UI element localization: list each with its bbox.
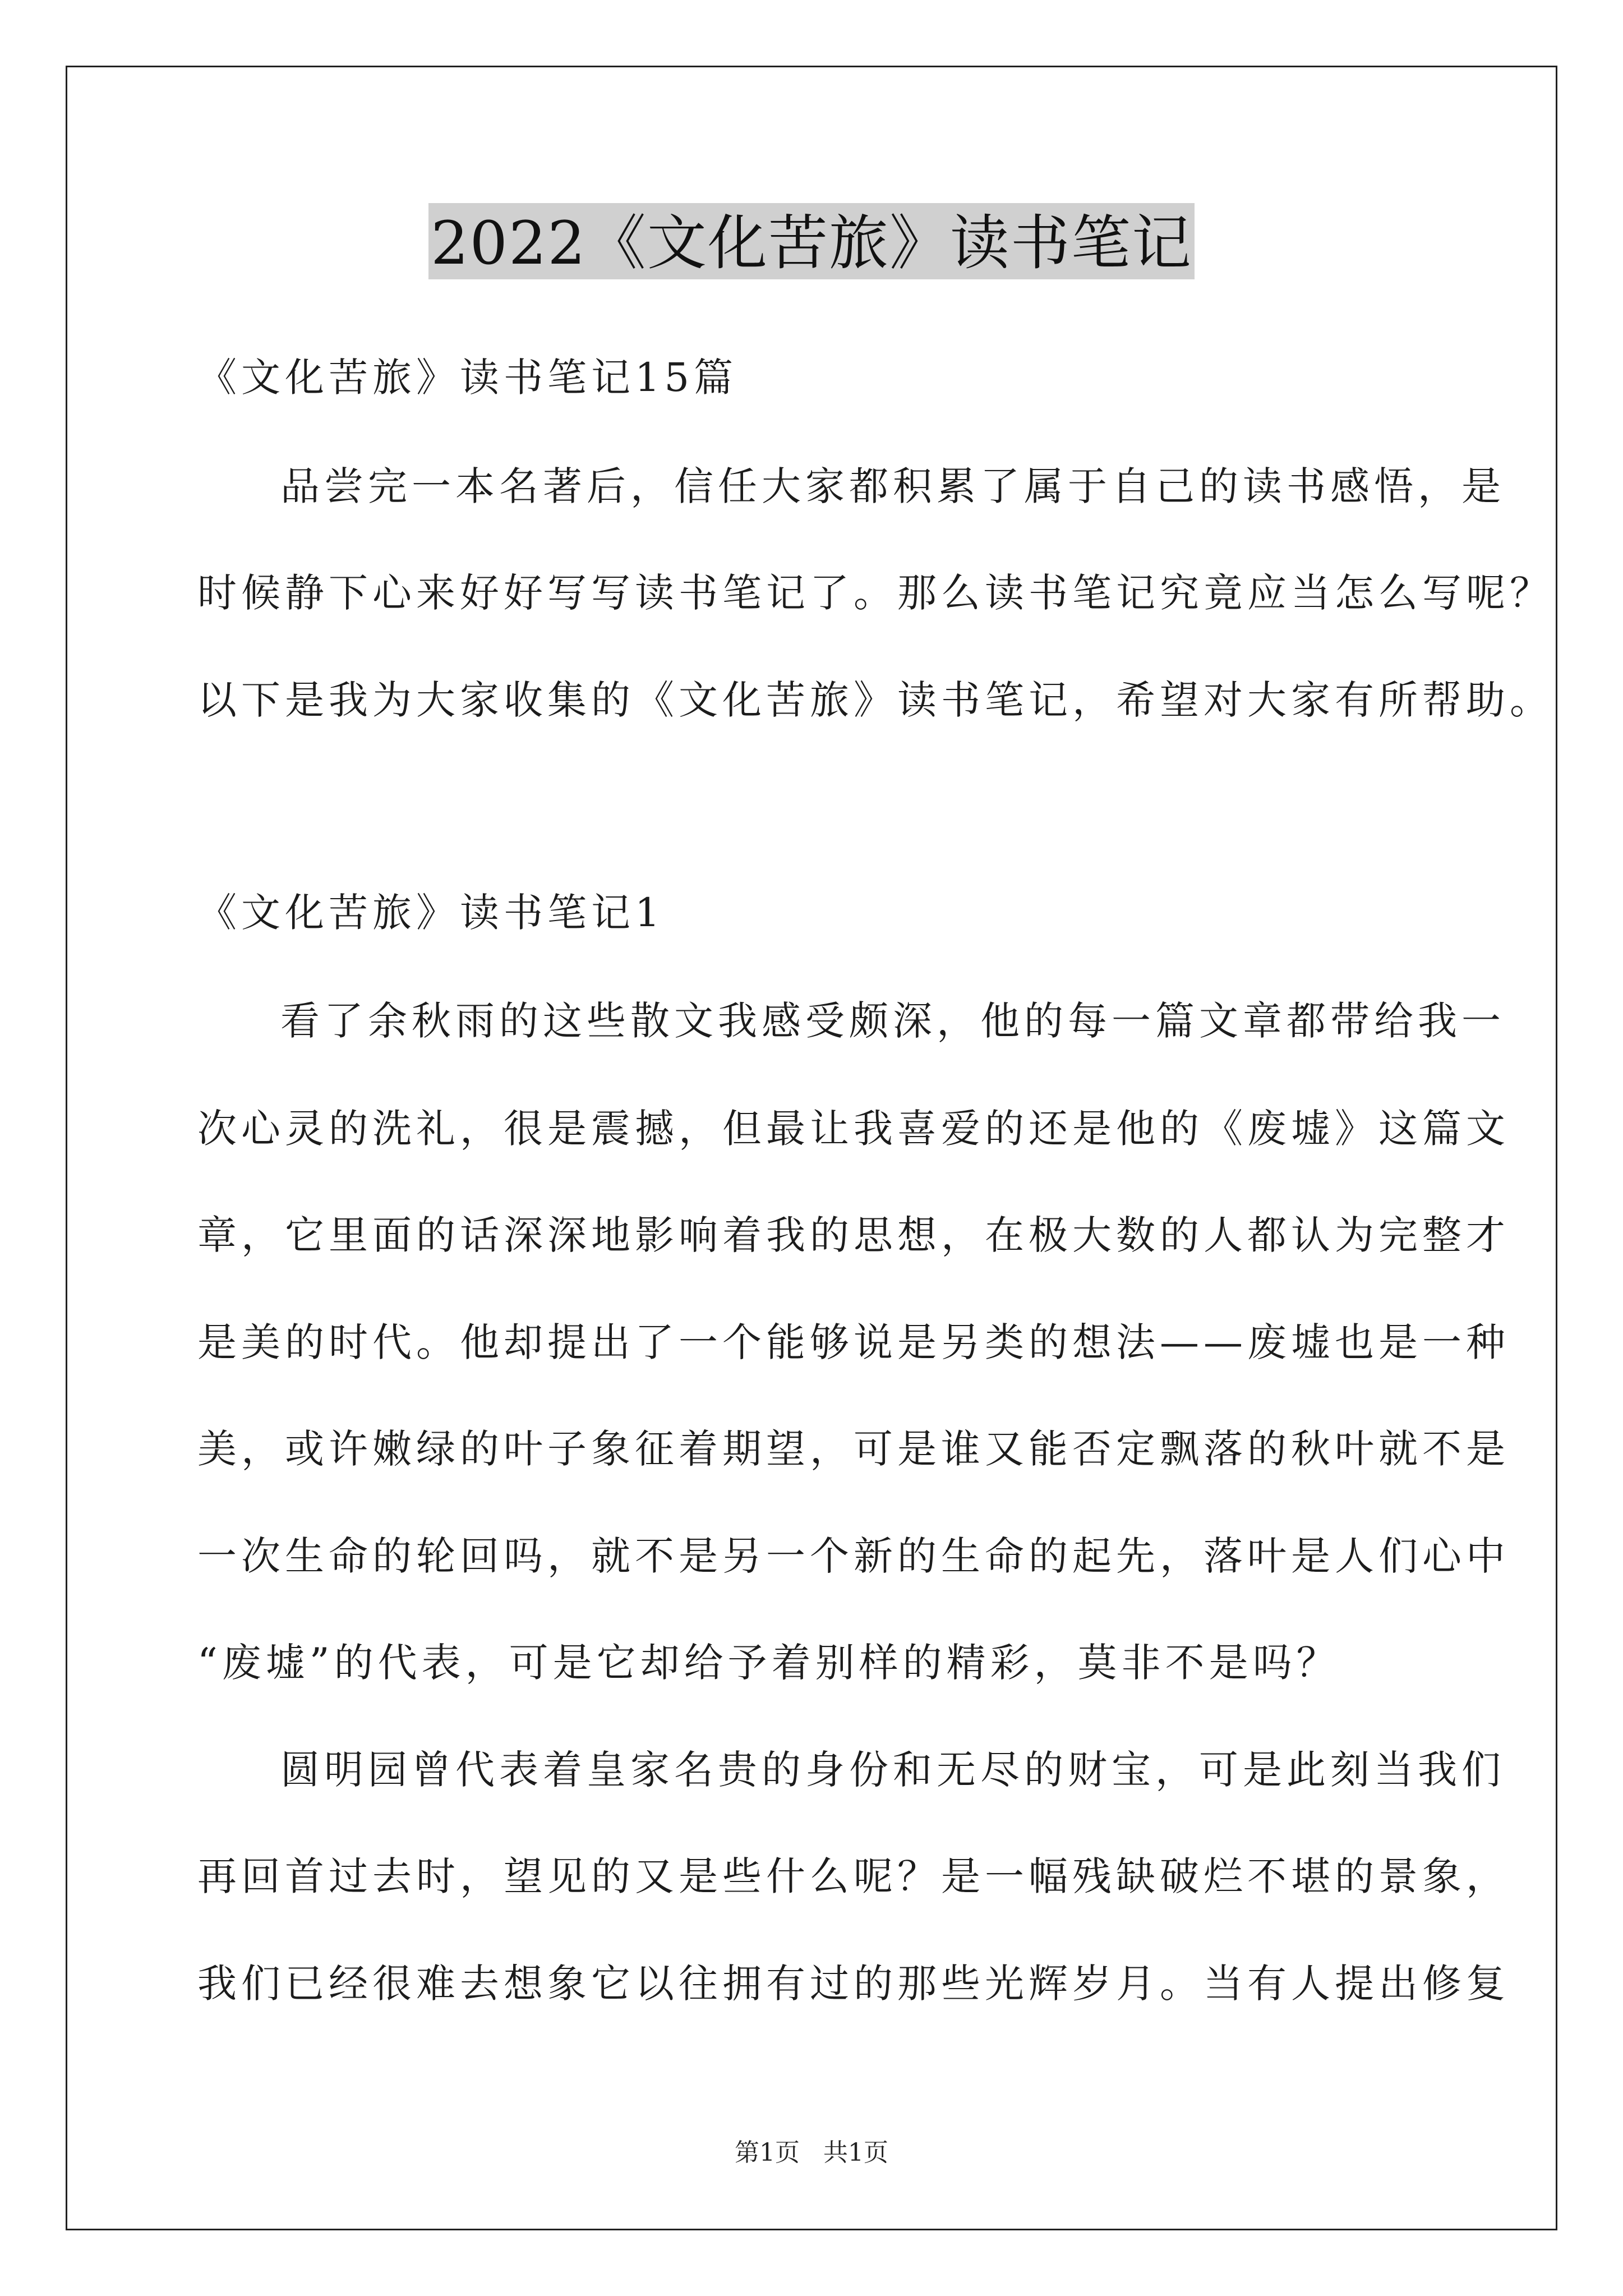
paragraph-line: 我们已经很难去想象它以往拥有过的那些光辉岁月。当有人提出修复 — [197, 1961, 1510, 2007]
paragraph-line: 再回首过去时，望见的又是些什么呢？是一幅残缺破烂不堪的景象， — [197, 1853, 1510, 1899]
paragraph-line: 圆明园曾代表着皇家名贵的身份和无尽的财宝，可是此刻当我们 — [280, 1747, 1505, 1793]
title-container — [0, 203, 1623, 279]
paragraph-line: “废墟”的代表，可是它却给予着别样的精彩，莫非不是吗？ — [197, 1640, 1340, 1686]
section-heading: 《文化苦旅》读书笔记1 — [197, 890, 665, 936]
paragraph-line: 看了余秋雨的这些散文我感受颇深，他的每一篇文章都带给我一 — [280, 998, 1505, 1044]
intro-line: 以下是我为大家收集的《文化苦旅》读书笔记，希望对大家有所帮助。 — [197, 677, 1553, 723]
document-title: 2022《文化苦旅》读书笔记 — [428, 203, 1195, 279]
intro-line: 时候静下心来好好写写读书笔记了。那么读书笔记究竟应当怎么写呢？ — [197, 570, 1553, 616]
paragraph-line: 是美的时代。他却提出了一个能够说是另类的想法——废墟也是一种 — [197, 1319, 1510, 1365]
page-total: 共1页 — [823, 2138, 888, 2167]
paragraph-line: 美，或许嫩绿的叶子象征着期望，可是谁又能否定飘落的秋叶就不是 — [197, 1426, 1510, 1472]
document-subtitle: 《文化苦旅》读书笔记15篇 — [197, 355, 738, 401]
paragraph-line: 章，它里面的话深深地影响着我的思想，在极大数的人都认为完整才 — [197, 1212, 1510, 1258]
intro-line: 品尝完一本名著后，信任大家都积累了属于自己的读书感悟，是 — [280, 463, 1505, 509]
paragraph-line: 一次生命的轮回吗，就不是另一个新的生命的起先，落叶是人们心中 — [197, 1533, 1510, 1579]
paragraph-line: 次心灵的洗礼，很是震撼，但最让我喜爱的还是他的《废墟》这篇文 — [197, 1106, 1510, 1152]
page-number: 第1页 — [735, 2138, 800, 2167]
page-footer — [0, 2137, 1623, 2169]
